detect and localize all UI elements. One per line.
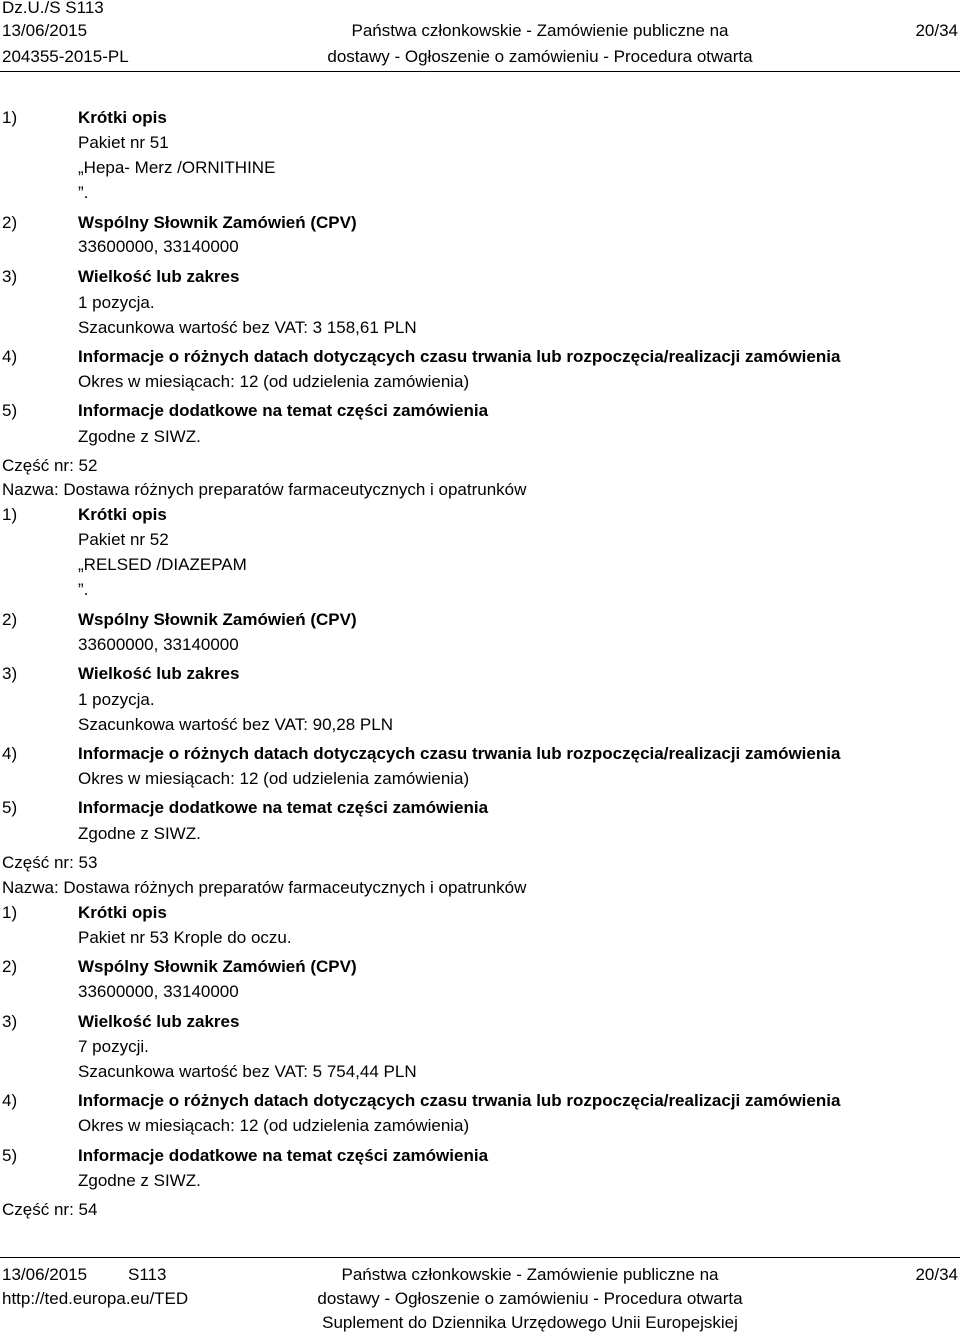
section-heading: Krótki opis (78, 903, 167, 922)
section-heading: Krótki opis (78, 505, 167, 524)
section-number: 1) (2, 903, 18, 922)
section-number: 5) (2, 401, 18, 420)
section-text: ”. (78, 183, 89, 202)
section-text: „Hepa- Merz /ORNITHINE (78, 158, 276, 177)
header-date: 13/06/2015 (2, 21, 88, 40)
section-number: 3) (2, 267, 18, 286)
section-text: Szacunkowa wartość bez VAT: 5 754,44 PLN (78, 1062, 417, 1081)
section-text: ”. (78, 580, 89, 599)
section-number: 4) (2, 1091, 18, 1110)
header-title-line1: Państwa członkowskie - Zamówienie publiczne na (351, 21, 729, 40)
footer-code: S113 (128, 1265, 167, 1284)
section-heading: Informacje dodatkowe na temat części zamówienia (78, 1146, 489, 1165)
section-heading: Wspólny Słownik Zamówień (CPV) (78, 213, 357, 232)
header-journal-ref: Dz.U./S S113 (2, 0, 104, 17)
section-number: 2) (2, 213, 18, 232)
section-text: Pakiet nr 51 (78, 133, 169, 152)
part-text: Nazwa: Dostawa różnych preparatów farmaceutycznych i opatrunków (2, 480, 527, 499)
footer-title-line2: dostawy - Ogłoszenie o zamówieniu - Procedura otwarta (317, 1289, 743, 1308)
section-text: Zgodne z SIWZ. (78, 1171, 201, 1190)
footer-date: 13/06/2015 (2, 1265, 88, 1284)
footer-title-line1: Państwa członkowskie - Zamówienie publiczne na (341, 1265, 719, 1284)
section-text: Okres w miesiącach: 12 (od udzielenia zamówienia) (78, 769, 470, 788)
section-text: Szacunkowa wartość bez VAT: 3 158,61 PLN (78, 318, 417, 337)
section-text: 1 pozycja. (78, 293, 155, 312)
section-text: „RELSED /DIAZEPAM (78, 555, 247, 574)
section-text: 33600000, 33140000 (78, 635, 239, 654)
footer-url[interactable]: http://ted.europa.eu/TED (2, 1289, 189, 1308)
section-text: Okres w miesiącach: 12 (od udzielenia zamówienia) (78, 1116, 470, 1135)
section-text: Zgodne z SIWZ. (78, 824, 201, 843)
section-heading: Informacje dodatkowe na temat części zamówienia (78, 798, 489, 817)
part-text: Nazwa: Dostawa różnych preparatów farmaceutycznych i opatrunków (2, 878, 527, 897)
header-page-number: 20/34 (915, 21, 958, 40)
section-number: 2) (2, 957, 18, 976)
section-number: 1) (2, 505, 18, 524)
header-title-line2: dostawy - Ogłoszenie o zamówieniu - Procedura otwarta (327, 47, 753, 66)
section-text: Szacunkowa wartość bez VAT: 90,28 PLN (78, 715, 393, 734)
section-heading: Wielkość lub zakres (78, 664, 240, 683)
section-text: Pakiet nr 53 Krople do oczu. (78, 928, 292, 947)
section-number: 5) (2, 798, 18, 817)
section-number: 4) (2, 347, 18, 366)
footer-supplement: Suplement do Dziennika Urzędowego Unii Europejskiej (322, 1313, 738, 1332)
section-number: 3) (2, 1012, 18, 1031)
section-heading: Wielkość lub zakres (78, 1012, 240, 1031)
section-text: 33600000, 33140000 (78, 982, 239, 1001)
section-heading: Informacje o różnych datach dotyczących czasu trwania lub rozpoczęcia/realizacji zamówienia (78, 1091, 841, 1110)
section-text: 33600000, 33140000 (78, 237, 239, 256)
footer-rule (0, 1257, 960, 1258)
section-heading: Wspólny Słownik Zamówień (CPV) (78, 957, 357, 976)
section-heading: Wielkość lub zakres (78, 267, 240, 286)
section-number: 1) (2, 108, 18, 127)
section-text: Okres w miesiącach: 12 (od udzielenia zamówienia) (78, 372, 470, 391)
section-heading: Informacje dodatkowe na temat części zamówienia (78, 401, 489, 420)
section-heading: Informacje o różnych datach dotyczących czasu trwania lub rozpoczęcia/realizacji zamówienia (78, 347, 841, 366)
section-text: 1 pozycja. (78, 690, 155, 709)
section-text: Zgodne z SIWZ. (78, 427, 201, 446)
part-text: Część nr: 53 (2, 853, 98, 872)
section-number: 5) (2, 1146, 18, 1165)
section-text: Pakiet nr 52 (78, 530, 169, 549)
section-text: 7 pozycji. (78, 1037, 149, 1056)
section-heading: Informacje o różnych datach dotyczących czasu trwania lub rozpoczęcia/realizacji zamówienia (78, 744, 841, 763)
section-number: 3) (2, 664, 18, 683)
section-heading: Krótki opis (78, 108, 167, 127)
part-text: Część nr: 52 (2, 456, 98, 475)
header-rule (0, 71, 960, 72)
section-heading: Wspólny Słownik Zamówień (CPV) (78, 610, 357, 629)
section-number: 2) (2, 610, 18, 629)
footer-page-number: 20/34 (915, 1265, 958, 1284)
part-text: Część nr: 54 (2, 1200, 98, 1219)
section-number: 4) (2, 744, 18, 763)
header-notice-number: 204355-2015-PL (2, 47, 129, 66)
